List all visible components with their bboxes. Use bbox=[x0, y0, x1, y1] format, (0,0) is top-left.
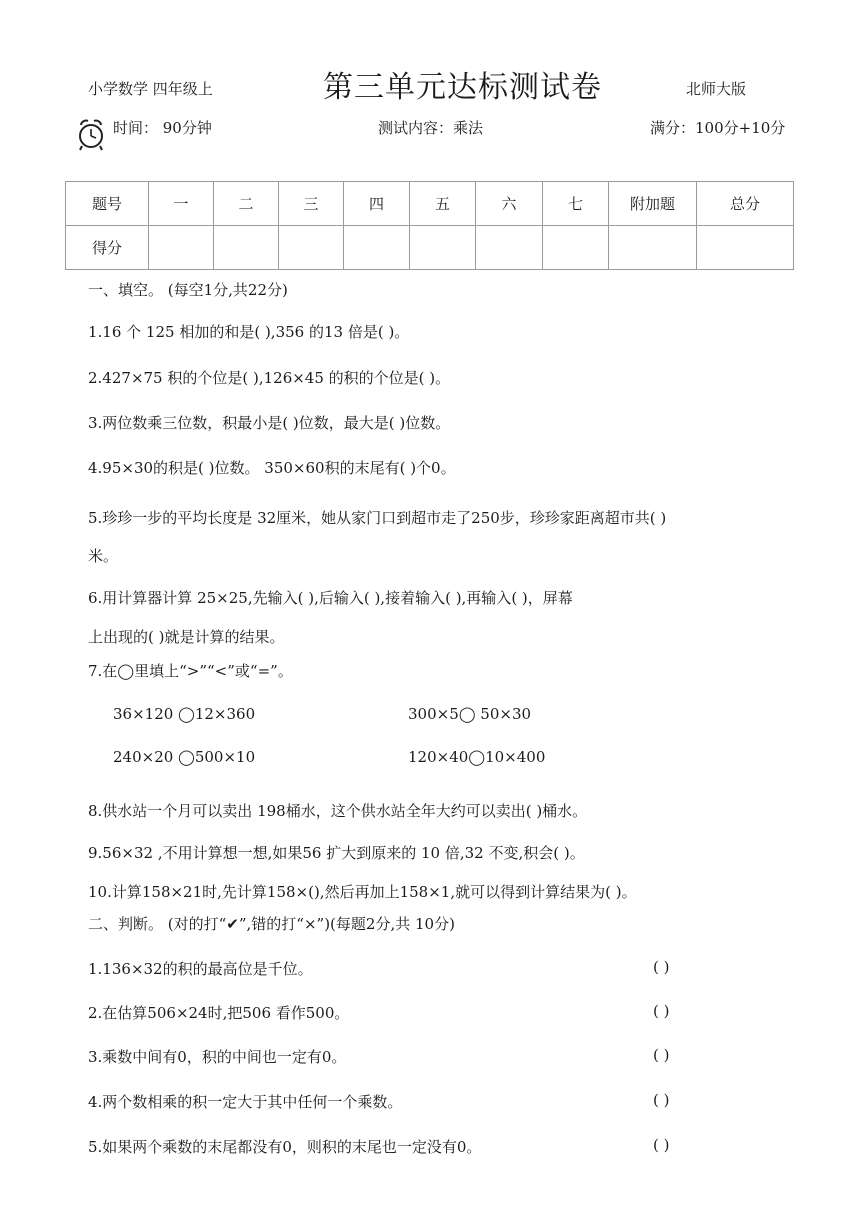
question-10: 10.计算158×21时,先计算158×(),然后再加上158×1,就可以得到计算结果为( )。 bbox=[88, 883, 637, 901]
judge-item-3: 3.乘数中间有0，积的中间也一定有0。 bbox=[88, 1048, 347, 1066]
judge-item-4: 4.两个数相乘的积一定大于其中任何一个乘数。 bbox=[88, 1093, 403, 1111]
table-header-cell: 五 bbox=[410, 182, 476, 226]
table-header-cell: 三 bbox=[279, 182, 344, 226]
subject-label: 小学数学 四年级上 bbox=[88, 80, 213, 98]
score-cell[interactable] bbox=[214, 226, 279, 270]
edition-label: 北师大版 bbox=[686, 80, 747, 98]
score-row-label: 得分 bbox=[66, 226, 149, 270]
table-header-cell: 一 bbox=[149, 182, 214, 226]
compare-item-2: 300×5◯ 50×30 bbox=[408, 705, 532, 723]
score-cell[interactable] bbox=[543, 226, 609, 270]
question-1: 1.16 个 125 相加的和是( ),356 的13 倍是( )。 bbox=[88, 323, 410, 341]
judge-item-2: 2.在估算506×24时,把506 看作500。 bbox=[88, 1004, 350, 1022]
alarm-clock-icon bbox=[77, 118, 105, 152]
judge-item-5: 5.如果两个乘数的末尾都没有0，则积的末尾也一定没有0。 bbox=[88, 1138, 482, 1156]
content-label: 测试内容：乘法 bbox=[378, 119, 484, 137]
table-header-cell: 六 bbox=[476, 182, 543, 226]
question-9: 9.56×32 ,不用计算想一想,如果56 扩大到原来的 10 倍,32 不变,积会( )。 bbox=[88, 844, 585, 862]
question-3: 3.两位数乘三位数，积最小是( )位数，最大是( )位数。 bbox=[88, 414, 451, 432]
score-table bbox=[65, 181, 794, 270]
answer-paren[interactable]: ( ) bbox=[653, 958, 670, 976]
answer-paren[interactable]: ( ) bbox=[653, 1136, 670, 1154]
answer-paren[interactable]: ( ) bbox=[653, 1091, 670, 1109]
compare-item-1: 36×120 ◯12×360 bbox=[113, 705, 256, 723]
answer-paren[interactable]: ( ) bbox=[653, 1002, 670, 1020]
compare-item-3: 240×20 ◯500×10 bbox=[113, 748, 256, 766]
question-8: 8.供水站一个月可以卖出 198桶水，这个供水站全年大约可以卖出( )桶水。 bbox=[88, 802, 588, 820]
table-header-cell: 四 bbox=[344, 182, 410, 226]
score-cell[interactable] bbox=[410, 226, 476, 270]
full-score-label: 满分：100分+10分 bbox=[650, 119, 786, 137]
table-header-cell: 附加题 bbox=[609, 182, 697, 226]
page-title: 第三单元达标测试卷 bbox=[323, 70, 602, 105]
question-6-line2: 上出现的( )就是计算的结果。 bbox=[88, 628, 285, 646]
table-header-cell: 二 bbox=[214, 182, 279, 226]
table-header-cell: 七 bbox=[543, 182, 609, 226]
score-cell[interactable] bbox=[279, 226, 344, 270]
table-header-cell: 题号 bbox=[66, 182, 149, 226]
judge-item-1: 1.136×32的积的最高位是千位。 bbox=[88, 960, 313, 978]
section2-title: 二、判断。 (对的打“✔”,错的打“×”)(每题2分,共 10分) bbox=[88, 915, 455, 933]
answer-paren[interactable]: ( ) bbox=[653, 1046, 670, 1064]
time-label: 时间： 90分钟 bbox=[113, 119, 212, 137]
question-6-line1: 6.用计算器计算 25×25,先输入( ),后输入( ),接着输入( ),再输入( )，屏幕 bbox=[88, 589, 573, 607]
section1-title: 一、填空。 (每空1分,共22分) bbox=[88, 281, 288, 299]
question-2: 2.427×75 积的个位是( ),126×45 的积的个位是( )。 bbox=[88, 369, 451, 387]
score-cell[interactable] bbox=[344, 226, 410, 270]
compare-item-4: 120×40◯10×400 bbox=[408, 748, 546, 766]
score-cell[interactable] bbox=[149, 226, 214, 270]
score-table-header-row bbox=[66, 182, 794, 226]
score-cell[interactable] bbox=[476, 226, 543, 270]
score-cell[interactable] bbox=[697, 226, 794, 270]
question-4: 4.95×30的积是( )位数。 350×60积的末尾有( )个0。 bbox=[88, 459, 456, 477]
table-header-cell: 总分 bbox=[697, 182, 794, 226]
score-table-score-row bbox=[66, 226, 794, 270]
question-5-line2: 米。 bbox=[88, 547, 119, 565]
question-5-line1: 5.珍珍一步的平均长度是 32厘米，她从家门口到超市走了250步，珍珍家距离超市共( ) bbox=[88, 509, 667, 527]
score-cell[interactable] bbox=[609, 226, 697, 270]
question-7: 7.在◯里填上“>”“<”或“=”。 bbox=[88, 662, 293, 680]
